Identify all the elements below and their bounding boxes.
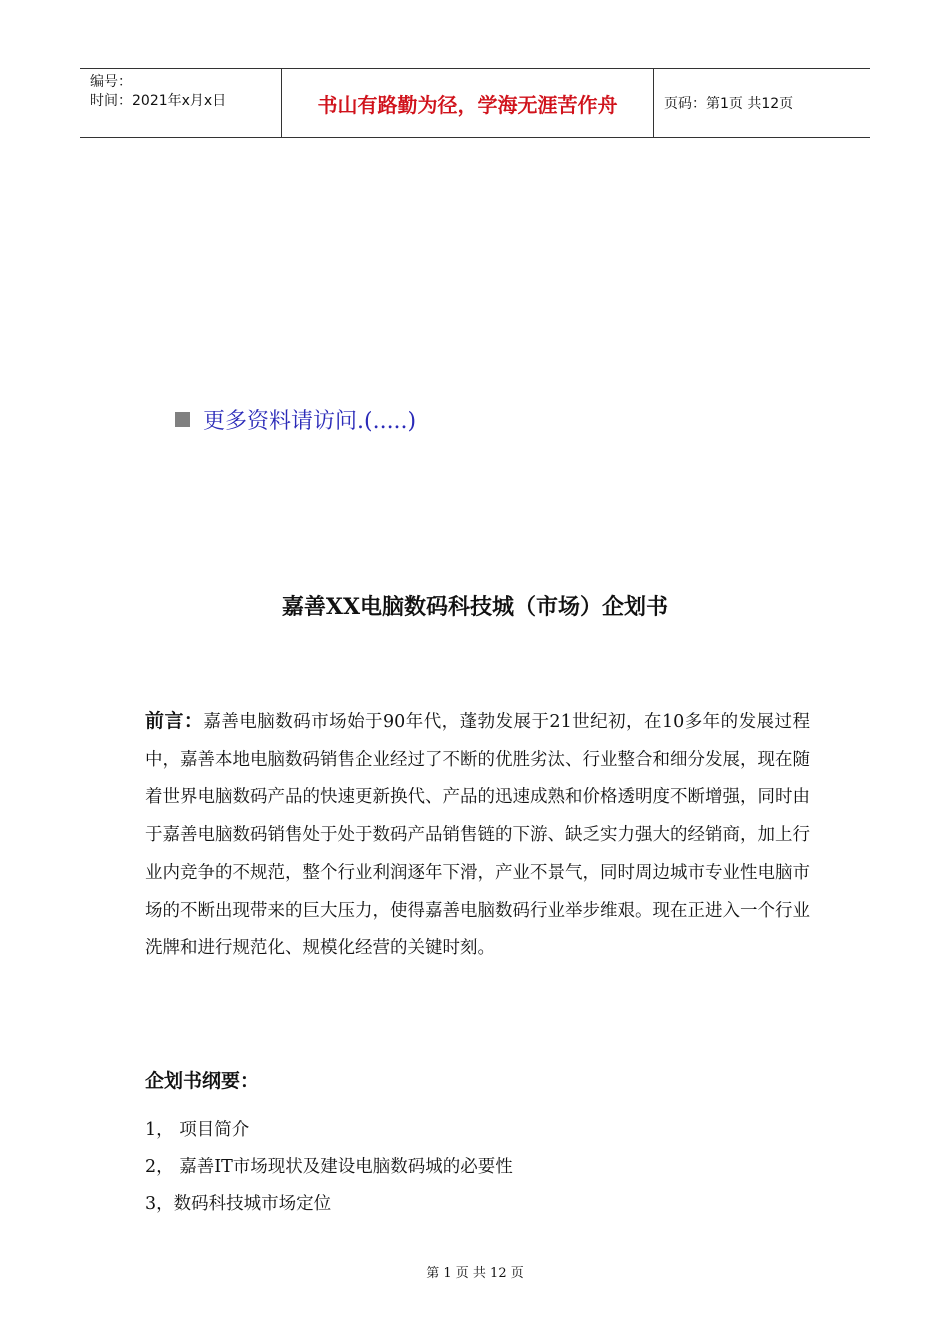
outline-title: 企划书纲要： <box>145 1070 260 1092</box>
outline-list <box>145 1112 513 1223</box>
page-footer: 第 1 页 共 12 页 <box>426 1266 524 1281</box>
time-label: 时间：2021年x月x日 <box>90 93 227 109</box>
header-meta <box>80 69 281 137</box>
preface-lead: 前言： <box>145 710 204 732</box>
more-info-link[interactable] <box>175 404 416 435</box>
number-label: 编号： <box>90 74 132 90</box>
outline-item: 3，数码科技城市场定位 <box>145 1194 332 1214</box>
square-bullet-icon <box>175 412 190 427</box>
more-info-text[interactable]: 更多资料请访问.(.....) <box>203 409 417 434</box>
preface-text: 嘉善电脑数码市场始于90年代，蓬勃发展于21世纪初，在10多年的发展过程中，嘉善本地电脑数码销售企业经过了不断的优胜劣汰、行业整合和细分发展，现在随着世界电脑数码产品的快速更新换代、产品的迅速成熟和价格透明度不断增强，同时由于嘉善电脑数码销售处于处于数码产品销售链的下游、缺乏实力强大的经销商，加上行业内竞争的不规范，整个行业利润逐年下滑，产业不景气，同时周边城市专业性电脑市场的不断出现带来的巨大压力，使得嘉善电脑数码行业举步维艰。现在正进入一个行业洗牌和进行规范化、规模化经营的关键时刻。 <box>145 712 810 959</box>
document-title: 嘉善XX电脑数码科技城（市场）企划书 <box>281 594 669 620</box>
header-page-info: 页码：第1页 共12页 <box>664 96 794 112</box>
outline-item: 2， 嘉善IT市场现状及建设电脑数码城的必要性 <box>145 1157 513 1177</box>
preface-paragraph <box>145 703 810 968</box>
outline-item: 1， 项目简介 <box>145 1120 250 1140</box>
page-header <box>80 68 870 138</box>
header-motto: 书山有路勤为径，学海无涯苦作舟 <box>281 69 654 137</box>
